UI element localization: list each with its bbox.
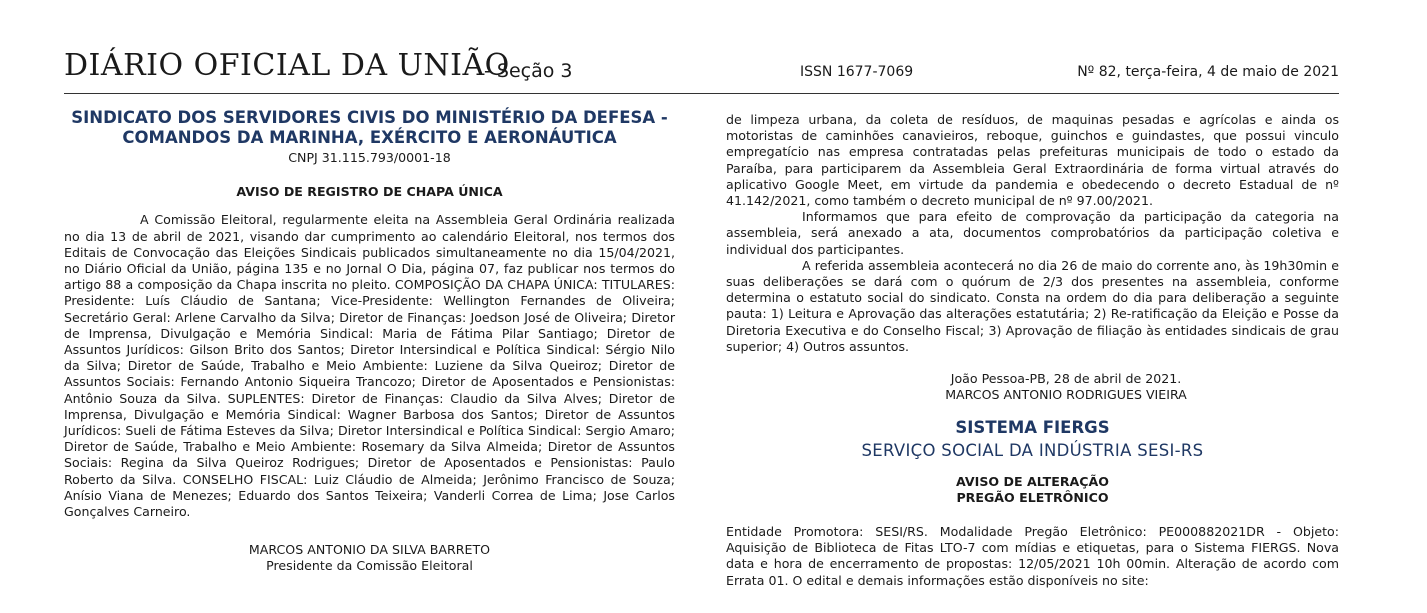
org-name-line2: COMANDOS DA MARINHA, EXÉRCITO E AERONÁUTICA	[122, 128, 617, 147]
paragraph-1: de limpeza urbana, da coleta de resíduos, de maquinas pesadas e agrícolas e ainda os motoristas de caminhões canavieiros, reboque, guinchos e guindastes, que possui vinculo empregatício nas empresa contratadas pelas prefeituras municipais de todo o estado da Paraíba, para participarem da Assembleia Geral Extraordinária de forma virtual através do aplicativo Google Meet, em virtude da pandemia e obedecendo o decreto Estadual de nº 41.142/2021, como também o decreto municipal de nº 97.00/2021.	[726, 112, 1339, 209]
signature-block	[64, 542, 675, 574]
signer-name: MARCOS ANTONIO DA SILVA BARRETO	[248, 542, 491, 558]
notice2-subtitle: PREGÃO ELETRÔNICO	[956, 489, 1109, 505]
header-divider	[64, 93, 1339, 94]
notice-body: A Comissão Eleitoral, regularmente eleita na Assembleia Geral Ordinária realizada no dia 13 de abril de 2021, visando dar cumprimento ao calendário Eleitoral, nos termos dos Editais de Convocação das Eleições Sindicais publicados simultaneamente no dia 15/04/2021, no Diário Oficial da União, página 135 e no Jornal O Dia, página 07, faz publicar nos termos do artigo 88 a composição da Chapa inscrita no pleito. COMPOSIÇÃO DA CHAPA ÚNICA: TITULARES: Presidente: Luís Cláudio de Santana; Vice-Presidente: Wellington Fernandes de Oliveira; Secretário Geral: Arlene Carvalho da Silva; Diretor de Finanças: Joedson José de Oliveira; Diretor de Imprensa, Divulgação e Memória Sindical: Maria de Fátima Pilar Santiago; Diretor de Assuntos Jurídicos: Gilson Brito dos Santos; Diretor Intersindical e Política Sindical: Sérgio Nilo da Silva; Diretor de Saúde, Trabalho e Meio Ambiente: Luziene da Silva Queiroz; Diretor de Assuntos Sociais: Fernando Antonio Siqueira Trancozo; Diretor de Aposentados e Pensionistas: Antônio Souza da Silva. SUPLENTES: Diretor de Finanças: Claudio da Silva Alves; Diretor de Imprensa, Divulgação e Memória Sindical: Wagner Barbosa dos Santos; Diretor de Assuntos Jurídicos: Sueli de Fátima Esteves da Silva; Diretor Intersindical e Política Sindical: Sergio Amaro; Diretor de Saúde, Trabalho e Meio Ambiente: Rosemary da Silva Almeida; Diretor de Assuntos Sociais: Regina da Silva Queiroz Rodrigues; Diretor de Aposentados e Pensionistas: Paulo Roberto da Silva. CONSELHO FISCAL: Luiz Cláudio de Almeida; Jerônimo Francisco de Souza; Anísio Viana de Menezes; Eduardo dos Santos Teixeira; Vanderli Correa de Lima; Jose Carlos Gonçalves Carneiro.	[64, 212, 675, 520]
org-name-line1: SINDICATO DOS SERVIDORES CIVIS DO MINISTÉRIO DA DEFESA -	[71, 108, 668, 127]
issn-label: ISSN 1677-7069	[800, 64, 914, 80]
right-signer: MARCOS ANTONIO RODRIGUES VIEIRA	[945, 387, 1187, 403]
paragraph-4: Entidade Promotora: SESI/RS. Modalidade Pregão Eletrônico: PE000882021DR - Objeto: Aquisição de Biblioteca de Fitas LTO-7 com mídias e etiquetas, para o Sistema FIERGS. Nova data e hora de encerramento de propostas: 12/05/2021 10h 00min. Alteração de acordo com Errata 01. O edital e demais informações estão disponíveis no site:	[726, 524, 1339, 588]
place-date: João Pessoa-PB, 28 de abril de 2021.	[950, 371, 1182, 387]
cnpj: CNPJ 31.115.793/0001-18	[288, 150, 451, 165]
paragraph-2: Informamos que para efeito de comprovação da participação da categoria na assembleia, será anexado a ata, documentos comprobatórios da participação coletiva e individual dos participantes.	[726, 209, 1339, 257]
edition-info: Nº 82, terça-feira, 4 de maio de 2021	[1077, 64, 1339, 80]
notice-title: AVISO DE REGISTRO DE CHAPA ÚNICA	[236, 184, 503, 200]
section-label: - Seção 3	[484, 60, 573, 82]
page-header	[64, 48, 1339, 88]
org2-subtitle: SERVIÇO SOCIAL DA INDÚSTRIA SESI-RS	[861, 441, 1204, 461]
notice2-title: AVISO DE ALTERAÇÃO	[956, 473, 1109, 489]
masthead-title: DIÁRIO OFICIAL DA UNIÃO	[64, 48, 510, 83]
signer-role: Presidente da Comissão Eleitoral	[266, 558, 473, 574]
org2-name: SISTEMA FIERGS	[955, 418, 1110, 438]
paragraph-3: A referida assembleia acontecerá no dia 26 de maio do corrente ano, às 19h30min e suas deliberações se dará com o quórum de 2/3 dos presentes na assembleia, conforme determina o estatuto social do sindicato. Consta na ordem do dia para deliberação a seguinte pauta: 1) Leitura e Aprovação das alterações estatutária; 2) Re-ratificação da Eleição e Posse da Diretoria Executiva e do Conselho Fiscal; 3) Aprovação de filiação às entidades sindicais de grau superior; 4) Outros assuntos.	[726, 257, 1339, 354]
left-column	[64, 108, 675, 575]
right-column	[726, 112, 1339, 589]
right-signature-block	[726, 371, 1226, 403]
